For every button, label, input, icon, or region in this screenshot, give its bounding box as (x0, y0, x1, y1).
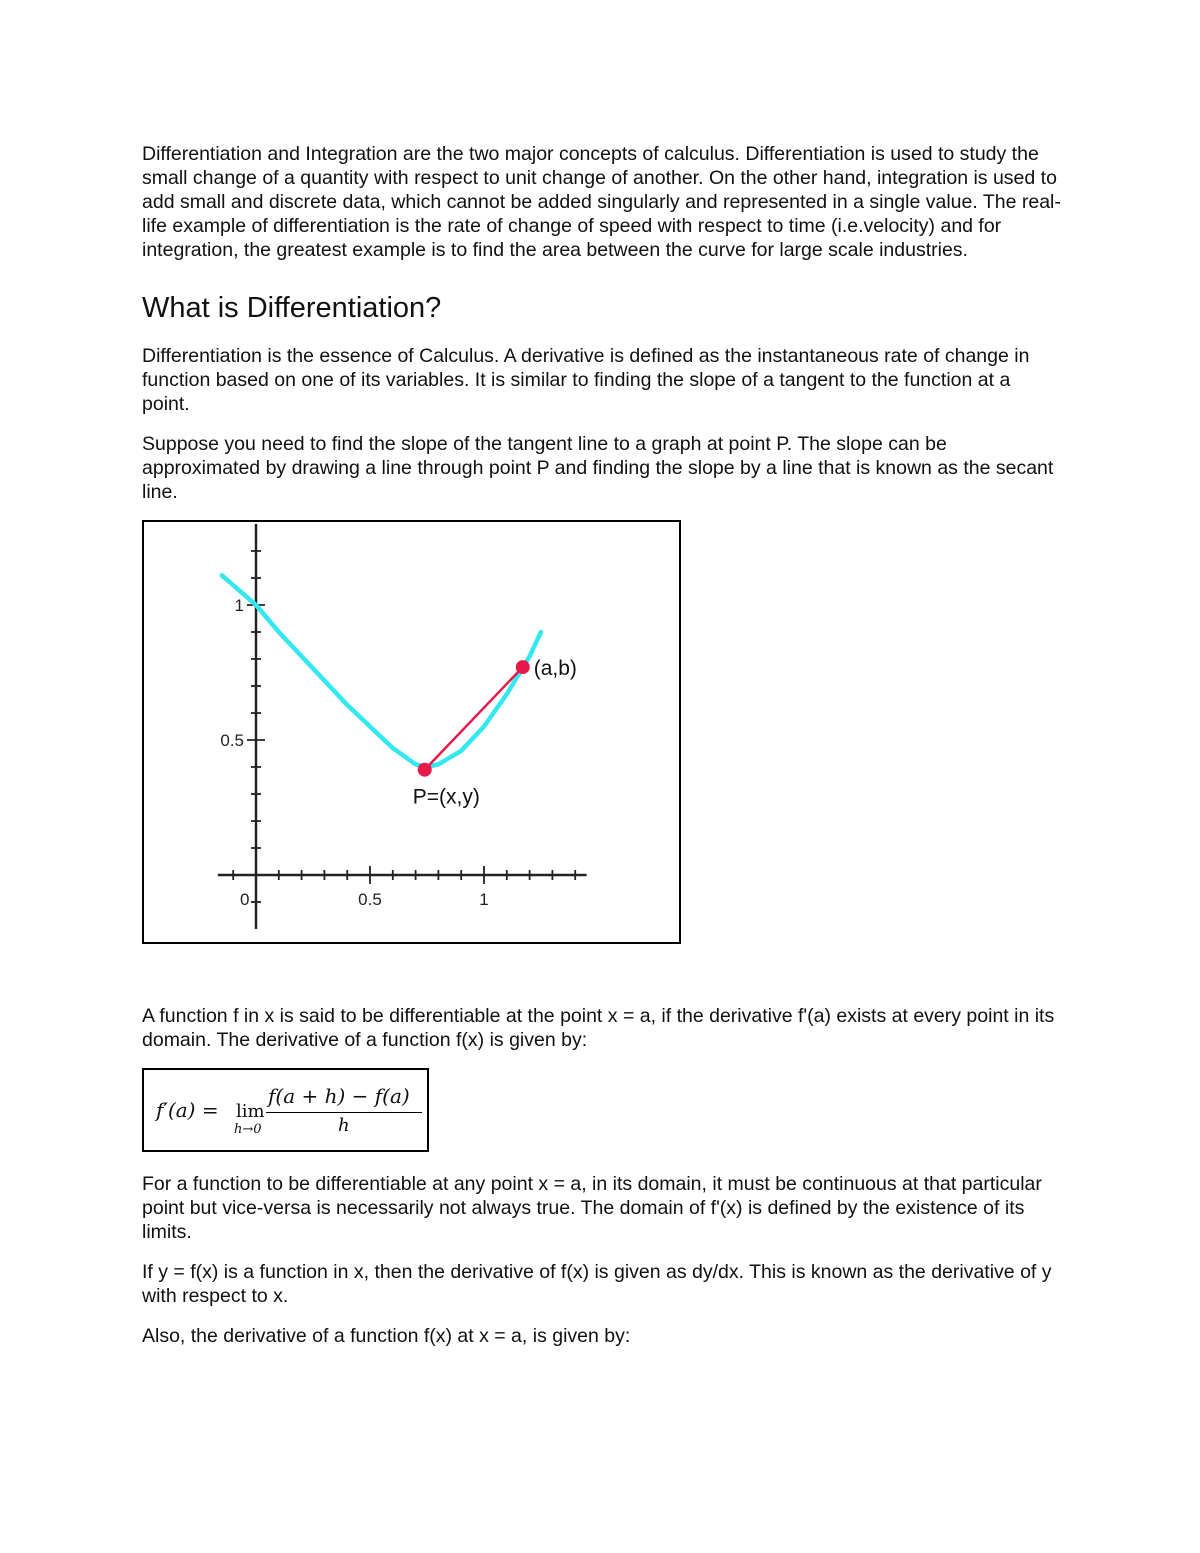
formula-limit-subscript: h→0 (234, 1122, 262, 1137)
derivative-formula (142, 1068, 429, 1152)
essence-paragraph: Differentiation is the essence of Calculus. A derivative is defined as the instantaneous rate of change in function based on one of its variables. It is similar to finding the slope of a tangent to the function at a point. (142, 345, 1030, 415)
secant-chart (144, 522, 679, 942)
formula-fraction-bar (266, 1112, 422, 1113)
continuity-paragraph: For a function to be differentiable at any point x = a, in its domain, it must be continuous at that particular point but vice-versa is necessarily not always true. The domain of f'(x) is defined by the existence of its limits. (142, 1173, 1042, 1243)
x-tick-label: 0.5 (358, 890, 382, 909)
point-p-label: P=(x,y) (412, 785, 480, 809)
formula-denominator: h (338, 1115, 350, 1136)
formula-numerator: f(a + h) − f(a) (268, 1084, 410, 1108)
differentiable-paragraph: A function f in x is said to be differentiable at the point x = a, if the derivative f'(a) exists at every point in its domain. The derivative of a function f(x) is given by: (142, 1005, 1055, 1051)
secant-line-figure (142, 520, 681, 944)
intro-paragraph: Differentiation and Integration are the two major concepts of calculus. Differentiation is used to study the small change of a quantity with respect to unit change of another. On the other hand, integration is used to add small and discrete data, which cannot be added singularly and represented in a single value. The real-life example of differentiation is the rate of change of speed with respect to time (i.e.velocity) and for integration, the greatest example is to find the area between the curve for large scale industries. (142, 143, 1061, 261)
secant-line (425, 667, 523, 770)
dydx-paragraph: If y = f(x) is a function in x, then the derivative of f(x) is given as dy/dx. This is known as the derivative of y with respect to x. (142, 1261, 1052, 1307)
formula-lhs: f′(a) = (156, 1098, 219, 1122)
section-heading: What is Differentiation? (142, 292, 442, 324)
function-curve (222, 575, 541, 767)
y-tick-label: 0.5 (220, 731, 244, 750)
point-ab-label: (a,b) (533, 657, 577, 681)
point-p (418, 763, 432, 777)
document-page (142, 140, 1062, 1348)
also-paragraph: Also, the derivative of a function f(x) at x = a, is given by: (142, 1325, 631, 1347)
x-tick-label: 0 (240, 890, 250, 909)
secant-paragraph: Suppose you need to find the slope of the tangent line to a graph at point P. The slope can be approximated by drawing a line through point P and finding the slope by a line that is known as the secant line. (142, 433, 1054, 503)
point-ab (516, 660, 530, 674)
y-tick-label: 1 (234, 596, 244, 615)
x-tick-label: 1 (479, 890, 489, 909)
formula-lim: lim (236, 1101, 265, 1122)
